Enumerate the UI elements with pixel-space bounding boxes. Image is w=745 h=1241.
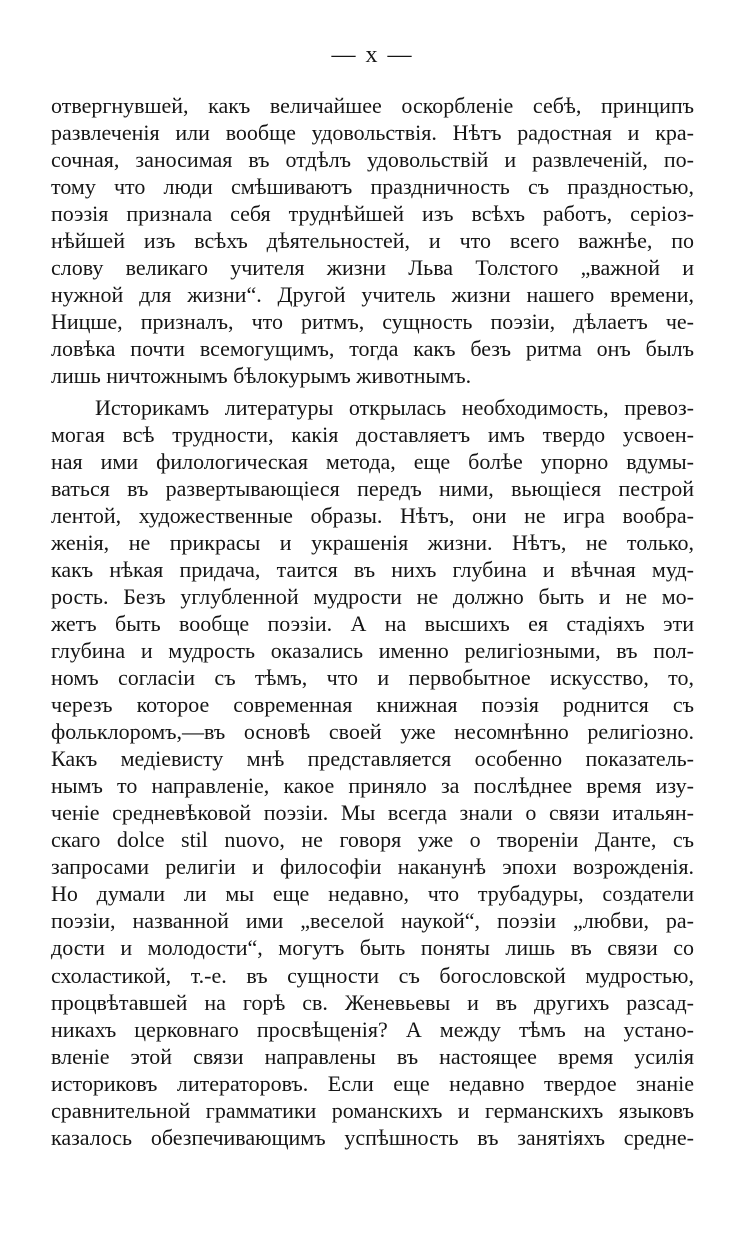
text-line: сочная, заносимая въ отдѣлъ удовольствій и развлеченій, по-	[51, 147, 694, 173]
text-line: Какъ медіевисту мнѣ представляется особенно показатель-	[51, 746, 694, 772]
text-line: черезъ которое современная книжная поэзія роднится съ	[51, 692, 694, 718]
text-line: историковъ литераторовъ. Если еще недавно твердое знаніе	[51, 1070, 694, 1096]
text-line: жетъ быть вообще поэзіи. А на высшихъ ея стадіяхъ эти	[51, 610, 694, 636]
text-line: женія, не прикрасы и украшенія жизни. Нѣтъ, не только,	[51, 529, 694, 555]
text-line: никахъ церковнаго просвѣщенія? А между тѣмъ на устано-	[51, 1016, 694, 1042]
text-line: казалось обезпечивающимъ успѣшность въ занятіяхъ средне-	[51, 1124, 694, 1150]
page-number-header: — x —	[331, 42, 414, 68]
text-line: Ницше, призналъ, что ритмъ, сущность поэзіи, дѣлаетъ че-	[51, 309, 694, 335]
text-line: глубина и мудрость оказались именно религіозными, въ пол-	[51, 637, 694, 663]
text-line: ченіе средневѣковой поэзіи. Мы всегда знали о связи итальян-	[51, 800, 694, 826]
text-line: дости и молодости“, могутъ быть поняты лишь въ связи со	[51, 935, 694, 961]
paragraph-2	[51, 394, 694, 1151]
text-line: могая всѣ трудности, какія доставляетъ имъ твердо усвоен-	[51, 421, 694, 447]
text-line: нѣйшей изъ всѣхъ дѣятельностей, и что всего важнѣе, по	[51, 228, 694, 254]
text-line: вленіе этой связи направлены въ настоящее время усилія	[51, 1043, 694, 1069]
text-line: лентой, художественные образы. Нѣтъ, они не игра вообра-	[51, 502, 694, 528]
text-line: Но думали ли мы еще недавно, что трубадуры, создатели	[51, 881, 694, 907]
text-line: нымъ то направленіе, какое приняло за послѣднее время изу-	[51, 773, 694, 799]
text-line: лишь ничтожнымъ бѣлокурымъ животнымъ.	[51, 363, 472, 389]
text-line: процвѣтавшей на горѣ св. Женевьевы и въ другихъ разсад-	[51, 989, 694, 1015]
text-line: Историкамъ литературы открылась необходимость, превоз-	[95, 394, 694, 420]
text-line: поэзія признала себя труднѣйшей изъ всѣхъ работъ, серіоз-	[51, 201, 694, 227]
text-line: сравнительной грамматики романскихъ и германскихъ языковъ	[51, 1097, 694, 1123]
paragraph-1	[51, 92, 694, 390]
text-line: отвергнувшей, какъ величайшее оскорбленіе себѣ, принципъ	[51, 93, 694, 118]
text-line: тому что люди смѣшиваютъ праздничность съ праздностью,	[51, 174, 694, 200]
text-line: какъ нѣкая придача, таится въ нихъ глубина и вѣчная муд-	[51, 556, 694, 582]
text-line: скаго dolce stil nuovo, не говоря уже о твореніи Данте, съ	[51, 827, 694, 853]
text-line: номъ согласіи съ тѣмъ, что и первобытное искусство, то,	[51, 664, 694, 690]
body-text	[51, 92, 694, 1151]
text-line: поэзіи, названной ими „веселой наукой“, поэзіи „любви, ра-	[51, 908, 694, 934]
text-line: фольклоромъ,—въ основѣ своей уже несомнѣнно религіозно.	[51, 719, 694, 745]
text-line: схоластикой, т.-е. въ сущности съ богословской мудростью,	[51, 962, 694, 988]
text-line: ная ими филологическая метода, еще болѣе упорно вдумы-	[51, 448, 694, 474]
text-line: рость. Безъ углубленной мудрости не должно быть и не мо-	[51, 583, 694, 609]
text-line: нужной для жизни“. Другой учитель жизни нашего времени,	[51, 282, 694, 308]
text-line: ловѣка почти всемогущимъ, тогда какъ безъ ритма онъ былъ	[51, 336, 694, 362]
text-line: запросами религіи и философіи наканунѣ эпохи возрожденія.	[51, 854, 694, 880]
text-line: слову великаго учителя жизни Льва Толстого „важной и	[51, 255, 694, 281]
text-line: развлеченія или вообще удовольствія. Нѣтъ радостная и кра-	[51, 120, 694, 146]
text-line: ваться въ развертывающіеся передъ ними, вьющіеся пестрой	[51, 475, 694, 501]
